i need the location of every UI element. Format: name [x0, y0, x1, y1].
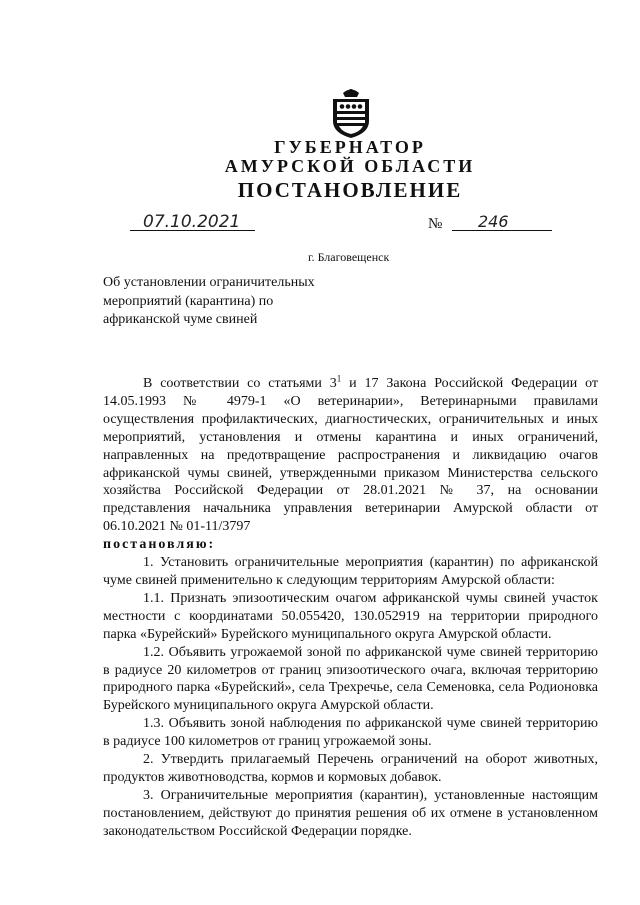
intro-paragraph: В соответствии со статьями $3^1$ и 17 Закона Российской Федерации от 14.05.1993 № 4979-1 «О ветеринарии», Ветеринарными правилами осуществления профилактических, диагностических, ограничительных и иных мероприятий, установления и отмены карантина и иных ограничений, направленных на предотвращение распространения и ликвидацию очагов африканской чумы свиней, утвержденными приказом Министерства сельского хозяйства Российской Федерации от 28.01.2021 № 37, на основании представления начальника управления ветеринарии Амурской области от 06.10.2021 № 01-11/3797	[103, 373, 599, 535]
city: г. Благовещенск	[308, 250, 390, 264]
document-type: ПОСТАНОВЛЕНИЕ	[237, 178, 463, 202]
paragraph-1: 1. Установить ограничительные мероприятия (карантин) по африканской чуме свиней применительно к следующим территориям Амурской области:	[103, 555, 598, 588]
paragraph-1-2: 1.2. Объявить угрожаемой зоной по африканской чуме свиней территорию в радиусе 20 километров от границ эпизоотического очага, включая территорию природного парка «Бурейский», села Трехречье, села Семеновка, села Родионовка Бурейского муниципального округа Амурской области.	[103, 644, 598, 714]
number-label: №	[428, 216, 443, 232]
document-date: 07.10.2021	[143, 212, 241, 232]
document-body	[103, 375, 598, 841]
paragraph-2: 2. Утвердить прилагаемый Перечень ограничений на оборот животных, продуктов животноводства, кормов и кормовых добавок.	[103, 752, 598, 785]
document-subject: Об установлении ограничительных мероприятий (карантина) по африканской чуме свиней	[103, 275, 315, 327]
number-underline	[452, 230, 552, 231]
document-number: 246	[478, 212, 509, 231]
resolve-word: постановляю:	[103, 537, 216, 553]
paragraph-3: 3. Ограничительные мероприятия (карантин), установленные настоящим постановлением, действуют до принятия решения об их отмене в установленном законодательством Российской Федерации порядке.	[103, 787, 598, 839]
date-underline	[130, 230, 255, 231]
paragraph-1-1: 1.1. Признать эпизоотическим очагом африканской чумы свиней участок местности с координатами 50.055420, 130.052919 на территории природного парка «Бурейский» Бурейского муниципального округа Амурской области.	[103, 590, 598, 642]
paragraph-1-3: 1.3. Объявить зоной наблюдения по африканской чуме свиней территорию в радиусе 100 километров от границ угрожаемой зоны.	[103, 716, 598, 750]
title-region: АМУРСКОЙ ОБЛАСТИ	[224, 156, 476, 176]
title-governor: ГУБЕРНАТОР	[274, 137, 426, 157]
coat-of-arms-icon	[327, 87, 375, 139]
